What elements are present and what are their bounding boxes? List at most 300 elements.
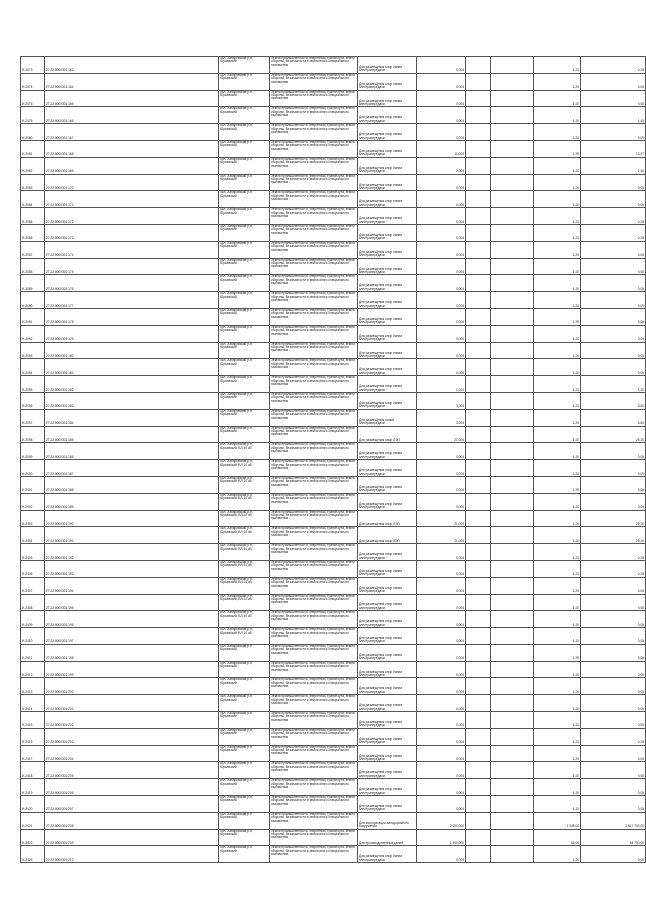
empty-cell [466,157,491,174]
cadastral-number: 27:22:0000301:164 [45,73,93,90]
land-category-cell: Земли промышленности, энергетики, транспорта, земли обороны, безопасности и земли иного специального назначения [270,342,358,359]
row-number: Н-2096 [21,392,45,409]
row-number: Н-2417 [21,745,45,762]
permitted-use-cell: Для размещения опор линии электропередачи [358,124,417,141]
address-cell: обл. Хабаровский р-н, Юрьевский [219,644,270,661]
area-cell: 0,004 [417,292,466,309]
address-cell: обл. Хабаровский р-н, Юрьевский, ВЛ-10 кВ [219,628,270,645]
empty-cell [491,241,534,258]
row-number: Н-2090 [21,292,45,309]
empty-cell [92,140,219,157]
area-cell: 0,004 [417,577,466,594]
cadastral-number: 27:22:0000301:173 [45,224,93,241]
rate-cell: 1,20 [534,745,581,762]
empty-cell [466,107,491,124]
land-category-cell: Земли промышленности, энергетики, транспорта, земли обороны, безопасности и земли иного специального назначения [270,628,358,645]
empty-cell [491,493,534,510]
permitted-use-cell: Для размещения опор линии электропередачи [358,846,417,863]
row-number: Н-2074 [21,73,45,90]
address-cell: обл. Хабаровский р-н, Юрьевский [219,661,270,678]
table-row [21,57,646,74]
empty-cell [491,712,534,729]
area-cell: 0,004 [417,493,466,510]
area-cell: 0,004 [417,796,466,813]
empty-cell [491,460,534,477]
area-cell: 0,004 [417,224,466,241]
cadastral-number: 27:22:0000301:177 [45,292,93,309]
sum-cell: 0,05 [581,611,646,628]
sum-cell: 0,05 [581,208,646,225]
land-category-cell: Земли промышленности, энергетики, транспорта, земли обороны, безопасности и земли иного специального назначения [270,308,358,325]
cadastral-number: 27:22:0000301:182 [45,376,93,393]
area-cell: 1 400,000 [417,829,466,846]
row-number: Н-2087 [21,241,45,258]
sum-cell: 0,05 [581,241,646,258]
table-row [21,376,646,393]
land-category-cell: Земли промышленности, энергетики, транспорта, земли обороны, безопасности и земли иного специального назначения [270,829,358,846]
permitted-use-cell: Для размещения опор линии электропередачи [358,224,417,241]
area-cell: 0,004 [417,745,466,762]
rate-cell: 1,20 [534,308,581,325]
sum-cell: 0,05 [581,779,646,796]
row-number: Н-2082 [21,157,45,174]
empty-cell [491,594,534,611]
area-cell: 0,004 [417,208,466,225]
sum-cell: 0,05 [581,846,646,863]
address-cell: обл. Хабаровский р-н, Юрьевский [219,275,270,292]
rate-cell: 1,20 [534,275,581,292]
land-category-cell: Земли промышленности, энергетики, транспорта, земли обороны, безопасности и земли иного специального назначения [270,392,358,409]
table-row [21,174,646,191]
land-category-cell: Земли промышленности, энергетики, транспорта, земли обороны, безопасности и земли иного специального назначения [270,846,358,863]
sum-cell: 0,05 [581,308,646,325]
area-cell: 0,004 [417,476,466,493]
rate-cell: 1,20 [534,191,581,208]
empty-cell [92,292,219,309]
land-category-cell: Земли промышленности, энергетики, транспорта, земли обороны, безопасности и земли иного специального назначения [270,107,358,124]
address-cell: обл. Хабаровский р-н, Юрьевский [219,90,270,107]
land-category-cell: Земли промышленности, энергетики, транспорта, земли обороны, безопасности и земли иного специального назначения [270,376,358,393]
land-category-cell: Земли промышленности, энергетики, транспорта, земли обороны, безопасности и земли иного специального назначения [270,728,358,745]
row-number: Н-2413 [21,678,45,695]
table-row [21,107,646,124]
cadastral-number: 27:22:0000301:176 [45,275,93,292]
row-number: Н-2095 [21,376,45,393]
permitted-use-cell: Для размещения опор линии электропередачи [358,493,417,510]
empty-cell [491,392,534,409]
empty-cell [92,157,219,174]
area-cell: 0,004 [417,644,466,661]
empty-cell [466,846,491,863]
empty-cell [491,409,534,426]
address-cell: обл. Хабаровский р-н, Юрьевский [219,695,270,712]
table-row [21,594,646,611]
area-cell: 0,004 [417,779,466,796]
sum-cell: 0,05 [581,174,646,191]
permitted-use-cell: Для размещения опор ЛЭП [358,426,417,443]
permitted-use-cell: Для размещения опор линии электропередачи [358,762,417,779]
empty-cell [92,829,219,846]
address-cell: обл. Хабаровский р-н, Юрьевский [219,409,270,426]
land-category-cell: Земли промышленности, энергетики, транспорта, земли обороны, безопасности и земли иного специального назначения [270,224,358,241]
address-cell: обл. Хабаровский р-н, Юрьевский [219,224,270,241]
sum-cell: 3,60 [581,409,646,426]
row-number: Н-2418 [21,762,45,779]
sum-cell: 0,05 [581,745,646,762]
sum-cell: 0,05 [581,73,646,90]
table-row [21,224,646,241]
empty-cell [466,628,491,645]
address-cell: обл. Хабаровский р-н, Юрьевский [219,140,270,157]
empty-cell [466,527,491,544]
sum-cell: 2,40 [581,157,646,174]
empty-cell [466,544,491,561]
rate-cell: 1,20 [534,611,581,628]
sum-cell: 0,05 [581,460,646,477]
sum-cell: 1,40 [581,107,646,124]
empty-cell [491,376,534,393]
empty-cell [491,124,534,141]
rate-cell: 1,20 [534,107,581,124]
empty-cell [466,191,491,208]
empty-cell [466,577,491,594]
empty-cell [466,73,491,90]
address-cell: обл. Хабаровский р-н, Юрьевский, ВЛ-10 кВ [219,510,270,527]
rate-cell: 1,20 [534,695,581,712]
empty-cell [491,224,534,241]
address-cell: обл. Хабаровский р-н, Юрьевский [219,157,270,174]
area-cell: 0,004 [417,258,466,275]
rate-cell: 1,20 [534,476,581,493]
area-cell: 0,004 [417,762,466,779]
land-category-cell: Земли промышленности, энергетики, транспорта, земли обороны, безопасности и земли иного специального назначения [270,409,358,426]
permitted-use-cell: Для размещения опор линии электропередачи [358,560,417,577]
cadastral-number: 27:22:0000301:198 [45,644,93,661]
address-cell: обл. Хабаровский р-н, Юрьевский [219,712,270,729]
area-cell: 1,004 [417,376,466,393]
empty-cell [92,241,219,258]
table-row [21,796,646,813]
empty-cell [92,695,219,712]
land-category-cell: Земли промышленности, энергетики, транспорта, земли обороны, безопасности и земли иного специального назначения [270,577,358,594]
permitted-use-cell: Для размещения опор линии электропередачи [358,728,417,745]
area-cell: 0,004 [417,308,466,325]
table-row [21,661,646,678]
table-row [21,510,646,527]
cadastral-number: 27:22:0000301:189 [45,493,93,510]
document-page [20,0,644,905]
sum-cell: 0,05 [581,544,646,561]
empty-cell [466,325,491,342]
rate-cell: 1,20 [534,241,581,258]
empty-cell [491,661,534,678]
area-cell: 21,004 [417,426,466,443]
cadastral-number: 27:22:0000301:209 [45,829,93,846]
area-cell: 0,004 [417,191,466,208]
permitted-use-cell: Для размещения опор линии электропередачи [358,241,417,258]
land-category-cell: Земли промышленности, энергетики, транспорта, земли обороны, безопасности и земли иного специального назначения [270,611,358,628]
address-cell: обл. Хабаровский р-н, Юрьевский [219,73,270,90]
empty-cell [491,476,534,493]
table-row [21,527,646,544]
cadastral-number: 27:22:0000301:191 [45,527,93,544]
cadastral-number: 27:22:0000301:192 [45,544,93,561]
cadastral-number: 27:22:0000301:167 [45,124,93,141]
table-row [21,124,646,141]
sum-cell: 64 750,00 [581,829,646,846]
sum-cell: 0,05 [581,678,646,695]
cadastral-number: 27:22:0000301:195 [45,594,93,611]
empty-cell [491,577,534,594]
sum-cell: 0,05 [581,258,646,275]
sum-cell: 2 817 750,00 [581,812,646,829]
table-row [21,644,646,661]
table-row [21,779,646,796]
sum-cell: 0,05 [581,493,646,510]
cadastral-number: 27:22:0000301:190 [45,510,93,527]
rate-cell: 1,20 [534,258,581,275]
cadastral-number: 27:22:0000301:203 [45,728,93,745]
cadastral-number: 27:22:0000301:163 [45,57,93,74]
rate-cell: 1,20 [534,460,581,477]
row-number: Н-2404 [21,527,45,544]
empty-cell [92,577,219,594]
land-category-cell: Земли промышленности, энергетики, транспорта, земли обороны, безопасности и земли иного специального назначения [270,695,358,712]
empty-cell [466,779,491,796]
sum-cell: 0,05 [581,644,646,661]
row-number: Н-2407 [21,577,45,594]
rate-cell: 1,20 [534,560,581,577]
row-number: Н-2403 [21,510,45,527]
permitted-use-cell: Для размещения опор линии электропередачи [358,443,417,460]
sum-cell: 0,05 [581,695,646,712]
empty-cell [491,829,534,846]
empty-cell [92,174,219,191]
table-row [21,241,646,258]
empty-cell [466,661,491,678]
area-cell: 0,004 [417,57,466,74]
land-category-cell: Земли промышленности, энергетики, транспорта, земли обороны, безопасности и земли иного специального назначения [270,812,358,829]
permitted-use-cell: Для размещения опор линии электропередачи [358,392,417,409]
table-row [21,476,646,493]
area-cell: 0,004 [417,325,466,342]
row-number: Н-2406 [21,560,45,577]
rate-cell: 1,20 [534,796,581,813]
permitted-use-cell: Для размещения опор линии электропередачи [358,140,417,157]
area-cell: 3,004 [417,409,466,426]
row-number: Н-2408 [21,594,45,611]
row-number: Н-2091 [21,308,45,325]
rate-cell: 46,00 [534,829,581,846]
empty-cell [92,745,219,762]
sum-cell: 0,05 [581,796,646,813]
area-cell: 21,004 [417,527,466,544]
empty-cell [466,745,491,762]
area-cell: 0,004 [417,678,466,695]
rate-cell: 1,20 [534,628,581,645]
land-category-cell: Земли промышленности, энергетики, транспорта, земли обороны, безопасности и земли иного специального назначения [270,241,358,258]
row-number: Н-2085 [21,208,45,225]
cadastral-number: 27:22:0000301:180 [45,342,93,359]
sum-cell: 0,05 [581,712,646,729]
sum-cell: 0,05 [581,577,646,594]
rate-cell: 1,20 [534,140,581,157]
empty-cell [92,359,219,376]
area-cell: 0,004 [417,728,466,745]
row-number: Н-2422 [21,829,45,846]
empty-cell [92,275,219,292]
rate-cell: 1,20 [534,90,581,107]
cadastral-number: 27:22:0000301:168 [45,140,93,157]
empty-cell [466,460,491,477]
land-category-cell: Земли промышленности, энергетики, транспорта, земли обороны, безопасности и земли иного специального назначения [270,325,358,342]
table-row [21,628,646,645]
permitted-use-cell: Для размещения опор линии электропередачи [358,678,417,695]
land-category-cell: Земли промышленности, энергетики, транспорта, земли обороны, безопасности и земли иного специального назначения [270,426,358,443]
sum-cell: 1,20 [581,376,646,393]
area-cell: 0,004 [417,443,466,460]
empty-cell [466,258,491,275]
rate-cell: 1,20 [534,426,581,443]
area-cell: 0,004 [417,544,466,561]
sum-cell: 0,05 [581,594,646,611]
area-cell: 0,004 [417,241,466,258]
address-cell: обл. Хабаровский р-н, Юрьевский [219,325,270,342]
table-row [21,560,646,577]
empty-cell [491,695,534,712]
table-row [21,325,646,342]
permitted-use-cell: Для размещения опор линии электропередачи [358,460,417,477]
table-row [21,443,646,460]
permitted-use-cell: Для размещения опор линии электропередачи [358,745,417,762]
row-number: Н-2416 [21,728,45,745]
empty-cell [466,728,491,745]
empty-cell [92,779,219,796]
address-cell: обл. Хабаровский р-н, Юрьевский [219,392,270,409]
area-cell: 0,004 [417,460,466,477]
address-cell: обл. Хабаровский р-н, Юрьевский, ВЛ-10 кВ [219,527,270,544]
rate-cell: 1 045,00 [534,812,581,829]
empty-cell [491,342,534,359]
table-row [21,460,646,477]
sum-cell: 0,05 [581,560,646,577]
permitted-use-cell: Для эксплуатации автодорожного сооружения [358,812,417,829]
land-category-cell: Земли промышленности, энергетики, транспорта, земли обороны, безопасности и земли иного специального назначения [270,124,358,141]
empty-cell [92,90,219,107]
rate-cell: 1,20 [534,157,581,174]
row-number: Н-2412 [21,661,45,678]
empty-cell [491,90,534,107]
permitted-use-cell: Для размещения опор линии электропередачи [358,594,417,611]
sum-cell: 0,05 [581,476,646,493]
rate-cell: 1,20 [534,661,581,678]
area-cell: 0,004 [417,342,466,359]
permitted-use-cell: Для размещения опор линии электропередачи [358,376,417,393]
permitted-use-cell: Для размещения опор линии электропередачи [358,544,417,561]
land-category-cell: Земли промышленности, энергетики, транспорта, земли обороны, безопасности и земли иного специального назначения [270,796,358,813]
cadastral-number: 27:22:0000301:179 [45,325,93,342]
empty-cell [466,426,491,443]
address-cell: обл. Хабаровский р-н, Юрьевский [219,308,270,325]
permitted-use-cell: Для размещения опор линии электропередачи [358,476,417,493]
land-category-cell: Земли промышленности, энергетики, транспорта, земли обороны, безопасности и земли иного специального назначения [270,661,358,678]
sum-cell: 25,20 [581,426,646,443]
sum-cell: 0,05 [581,359,646,376]
row-number: Н-2411 [21,644,45,661]
empty-cell [92,796,219,813]
empty-cell [491,208,534,225]
cadastral-number: 27:22:0000301:166 [45,107,93,124]
area-cell: 0,004 [417,174,466,191]
address-cell: обл. Хабаровский р-н, Юрьевский [219,124,270,141]
empty-cell [466,376,491,393]
row-number: Н-2098 [21,426,45,443]
empty-cell [491,174,534,191]
land-category-cell: Земли промышленности, энергетики, транспорта, земли обороны, безопасности и земли иного специального назначения [270,779,358,796]
sum-cell: 0,05 [581,628,646,645]
rate-cell: 1,20 [534,678,581,695]
cadastral-number: 27:22:0000301:207 [45,796,93,813]
table-row [21,191,646,208]
row-number: Н-2076 [21,107,45,124]
cadastral-number: 27:22:0000301:197 [45,628,93,645]
address-cell: обл. Хабаровский р-н, Юрьевский [219,208,270,225]
land-category-cell: Земли промышленности, энергетики, транспорта, земли обороны, безопасности и земли иного специального назначения [270,157,358,174]
address-cell: обл. Хабаровский р-н, Юрьевский [219,426,270,443]
empty-cell [92,678,219,695]
address-cell: обл. Хабаровский р-н, Юрьевский, ВЛ-10 кВ [219,476,270,493]
empty-cell [491,73,534,90]
row-number: Н-2080 [21,124,45,141]
empty-cell [466,241,491,258]
empty-cell [466,292,491,309]
land-category-cell: Земли промышленности, энергетики, транспорта, земли обороны, безопасности и земли иного специального назначения [270,476,358,493]
address-cell: обл. Хабаровский р-н, Юрьевский [219,376,270,393]
row-number: Н-2402 [21,493,45,510]
empty-cell [92,544,219,561]
rate-cell: 1,20 [534,493,581,510]
rate-cell: 1,20 [534,712,581,729]
empty-cell [491,796,534,813]
cadastral-number: 27:22:0000301:196 [45,611,93,628]
land-category-cell: Земли промышленности, энергетики, транспорта, земли обороны, безопасности и земли иного специального назначения [270,712,358,729]
area-cell: 0,004 [417,560,466,577]
table-row [21,308,646,325]
permitted-use-cell: Для размещения опор линии электропередачи [358,628,417,645]
empty-cell [92,443,219,460]
permitted-use-cell: Для размещения опор линии электропередачи [358,174,417,191]
permitted-use-cell: Для размещения опор линии электропередачи [358,107,417,124]
rate-cell: 1,20 [534,325,581,342]
table-row [21,208,646,225]
table-row [21,140,646,157]
rate-cell: 1,20 [534,292,581,309]
empty-cell [491,527,534,544]
address-cell: обл. Хабаровский р-н, Юрьевский [219,107,270,124]
permitted-use-cell: Для размещения опор линии электропередачи [358,325,417,342]
empty-cell [92,124,219,141]
empty-cell [491,728,534,745]
table-row [21,728,646,745]
permitted-use-cell: Для производственных целей [358,829,417,846]
land-category-cell: Земли промышленности, энергетики, транспорта, земли обороны, безопасности и земли иного специального назначения [270,460,358,477]
empty-cell [466,308,491,325]
empty-cell [92,208,219,225]
cadastral-number: 27:22:0000301:183 [45,392,93,409]
row-number: Н-2419 [21,779,45,796]
cadastral-number: 27:22:0000301:204 [45,745,93,762]
rate-cell: 1,20 [534,124,581,141]
